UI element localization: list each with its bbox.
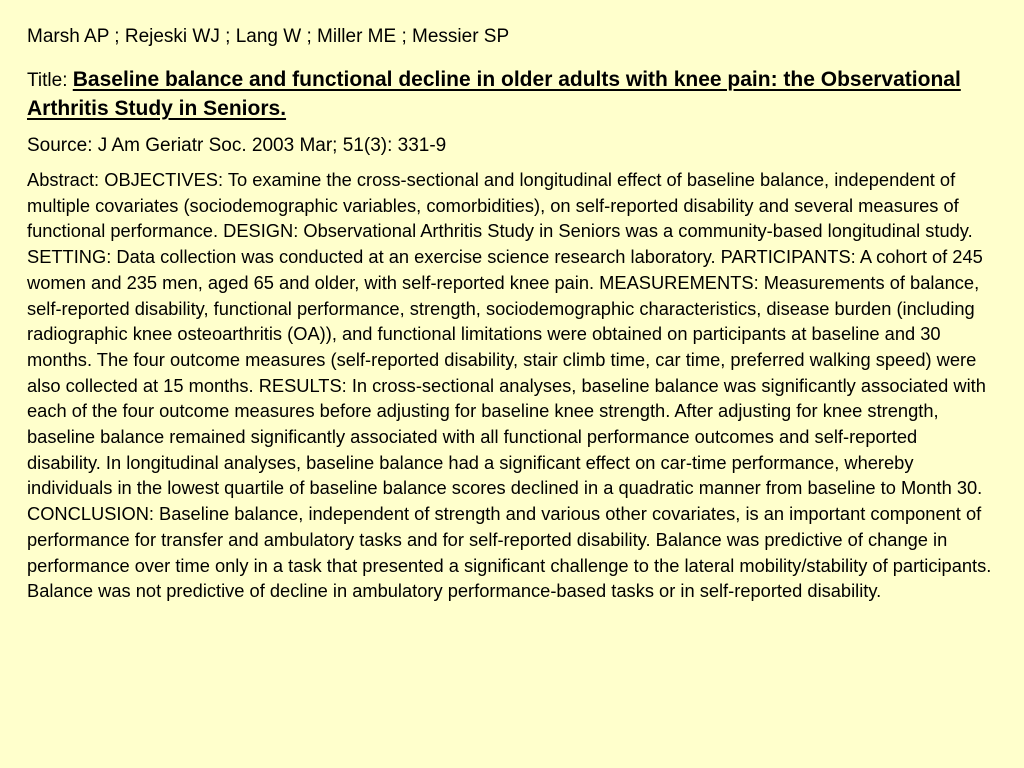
- abstract-text: OBJECTIVES: To examine the cross-sectional and longitudinal effect of baseline balance, independent of multiple covariates (sociodemographic variables, comorbidities), on self-reported disability and several measures of functional performance. DESIGN: Observational Arthritis Study in Seniors was a community-based longitudinal study. SETTING: Data collection was conducted at an exercise science research laboratory. PARTICIPANTS: A cohort of 245 women and 235 men, aged 65 and older, with self-reported knee pain. MEASUREMENTS: Measurements of balance, self-reported disability, functional performance, strength, sociodemographic characteristics, disease burden (including radiographic knee osteoarthritis (OA)), and functional limitations were obtained on participants at baseline and 30 months. The four outcome measures (self-reported disability, stair climb time, car time, preferred walking speed) were also collected at 15 months. RESULTS: In cross-sectional analyses, baseline balance was significantly associated with each of the four outcome measures before adjusting for baseline knee strength. After adjusting for knee strength, baseline balance remained significantly associated with all functional performance outcomes and self-reported disability. In longitudinal analyses, baseline balance had a significant effect on car-time performance, whereby individuals in the lowest quartile of baseline balance scores declined in a quadratic manner from baseline to Month 30. CONCLUSION: Baseline balance, independent of strength and various other covariates, is an important component of performance for transfer and ambulatory tasks and for self-reported disability. Balance was predictive of change in performance over time only in a task that presented a significant challenge to the lateral mobility/stability of participants. Balance was not predictive of decline in ambulatory performance-based tasks or in self-reported disability.: [27, 169, 992, 602]
- abstract-label: Abstract:: [27, 169, 105, 190]
- title-block: [27, 66, 994, 124]
- abstract-paragraph: [27, 167, 995, 604]
- source-label: Source:: [27, 135, 98, 156]
- source-citation: J Am Geriatr Soc. 2003 Mar; 51(3): 331-9: [97, 135, 447, 156]
- paper-title: Baseline balance and functional decline in older adults with knee pain: the Observational Arthritis Study in Seniors.: [27, 68, 961, 120]
- source-line: [27, 134, 994, 158]
- title-label: Title:: [27, 70, 73, 91]
- authors-line: Marsh AP ; Rejeski WJ ; Lang W ; Miller ME ; Messier SP: [27, 26, 510, 47]
